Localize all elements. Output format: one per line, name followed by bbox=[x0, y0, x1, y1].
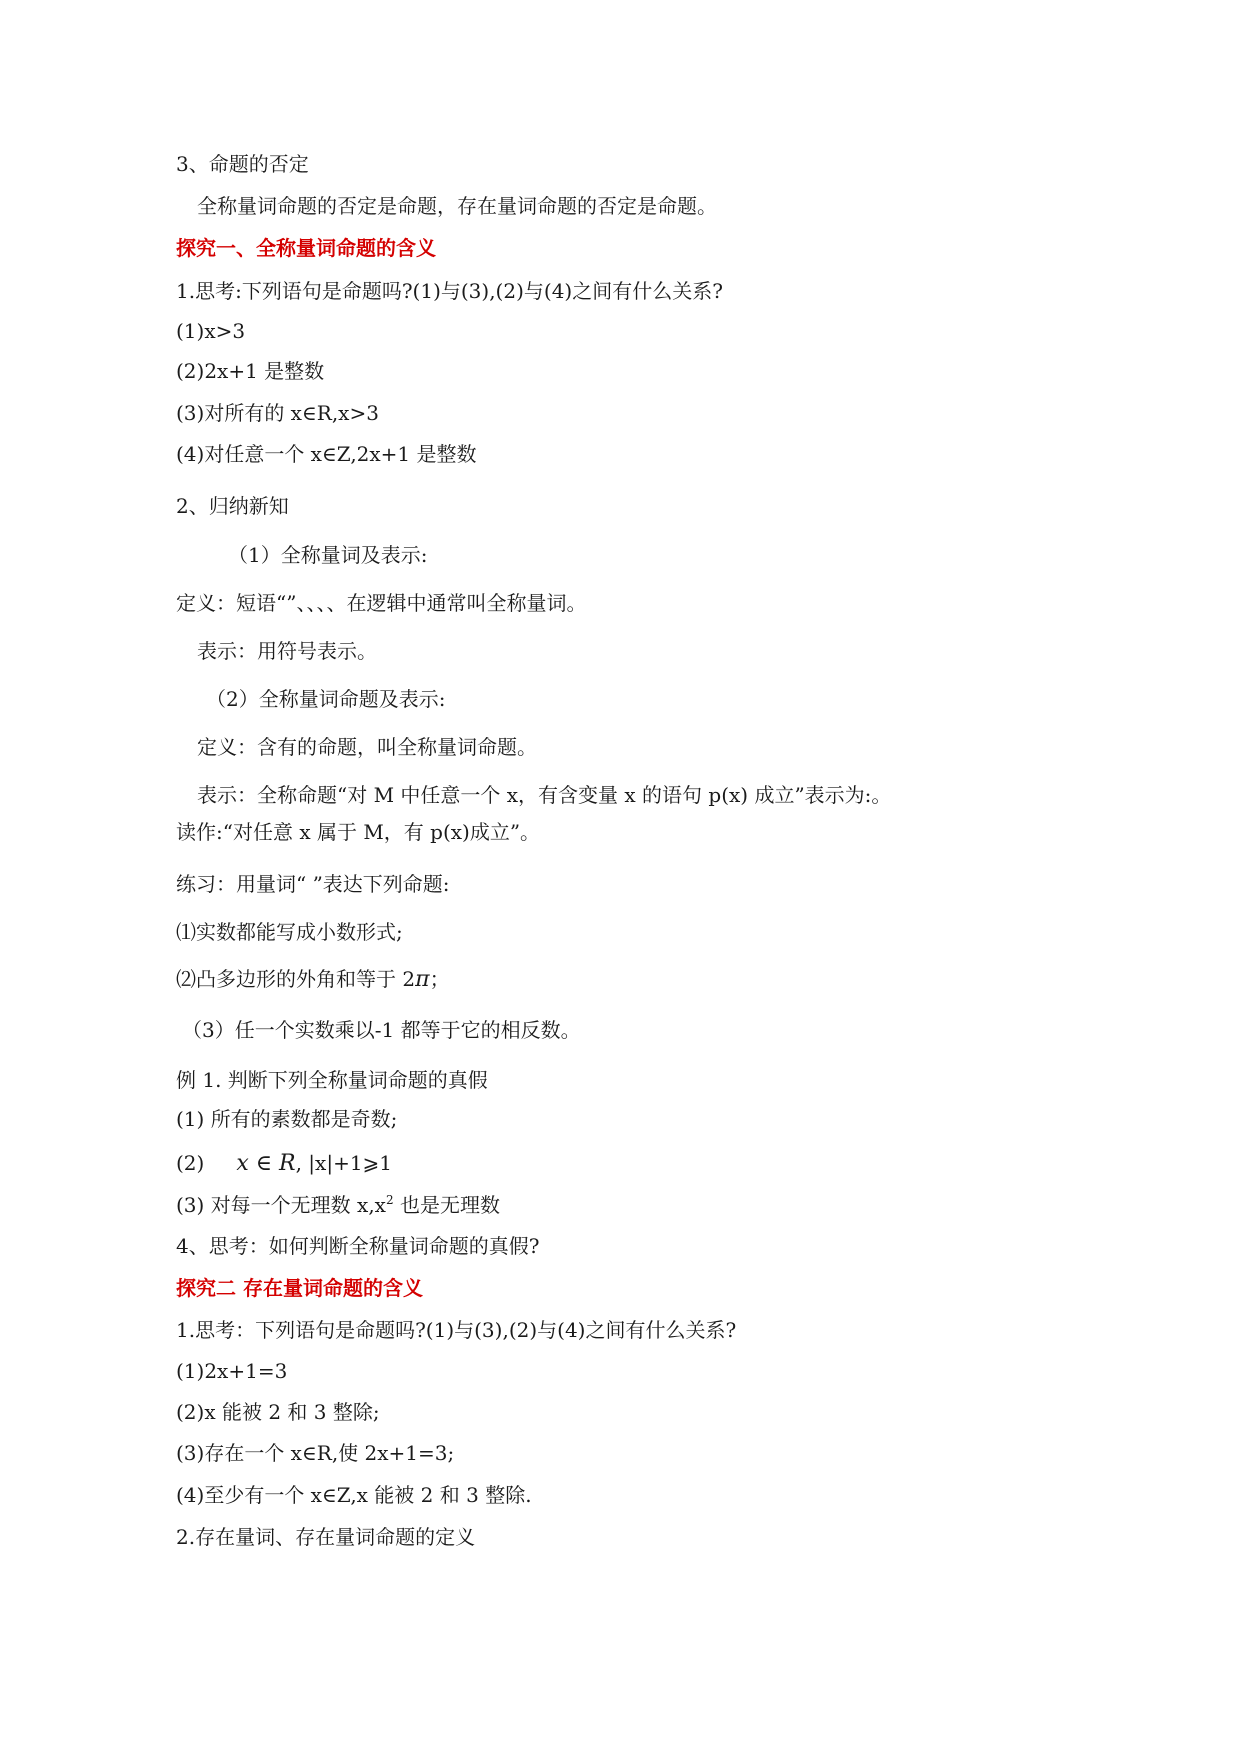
section-title-induction: 2、归纳新知 bbox=[176, 494, 289, 518]
example-1-item-3-text: (3) 对每一个无理数 x,x bbox=[176, 1193, 386, 1217]
example-1-item-2-number: (2) bbox=[176, 1151, 205, 1175]
item-4: (4)对任意一个 x∈Z,2x+1 是整数 bbox=[176, 442, 477, 466]
exercise-item-2 bbox=[176, 967, 450, 992]
example-1-item-2-text: , |x|+1⩾1 bbox=[295, 1151, 393, 1175]
heading-inquiry-one: 探究一、全称量词命题的含义 bbox=[176, 236, 436, 260]
question-judge-truth: 4、思考：如何判断全称量词命题的真假? bbox=[176, 1234, 540, 1258]
section-title-existential: 2.存在量词、存在量词命题的定义 bbox=[176, 1525, 476, 1549]
question-think-1: 1.思考:下列语句是命题吗?(1)与(3),(2)与(4)之间有什么关系? bbox=[176, 279, 723, 303]
subsection-universal-proposition: （2）全称量词命题及表示: bbox=[206, 687, 446, 711]
definition-quantifier: 定义：短语“”、、、、在逻辑中通常叫全称量词。 bbox=[176, 591, 587, 615]
example-1-title: 例 1. 判断下列全称量词命题的真假 bbox=[176, 1068, 488, 1092]
exercise-item-2-end: ； bbox=[429, 967, 450, 991]
superscript-2: 2 bbox=[385, 1193, 394, 1207]
example-1-item-3 bbox=[176, 1193, 500, 1220]
item-2: (2)2x+1 是整数 bbox=[176, 359, 325, 383]
exercise-instruction: 练习：用量词“ ”表达下列命题: bbox=[176, 872, 450, 896]
item-2-4: (4)至少有一个 x∈Z,x 能被 2 和 3 整除. bbox=[176, 1483, 532, 1507]
exercise-item-2-text: ⑵凸多边形的外角和等于 2 bbox=[176, 967, 416, 991]
item-3: (3)对所有的 x∈R,x>3 bbox=[176, 401, 379, 425]
exercise-item-1: ⑴实数都能写成小数形式; bbox=[176, 920, 403, 944]
exercise-item-3: （3）任一个实数乘以-1 都等于它的相反数。 bbox=[182, 1018, 581, 1042]
reading-proposition: 读作:“对任意 x 属于 M，有 p(x)成立”。 bbox=[176, 820, 541, 844]
pi-symbol: π bbox=[415, 967, 430, 992]
item-2-2: (2)x 能被 2 和 3 整除; bbox=[176, 1400, 380, 1424]
example-1-item-2 bbox=[176, 1151, 392, 1176]
paragraph-negation: 全称量词命题的否定是命题，存在量词命题的否定是命题。 bbox=[197, 194, 717, 218]
section-title-negation: 3、命题的否定 bbox=[176, 152, 309, 176]
example-1-item-3-end: 也是无理数 bbox=[393, 1193, 500, 1217]
notation-proposition: 表示：全称命题“对 M 中任意一个 x，有含变量 x 的语句 p(x) 成立”表示为:。 bbox=[197, 783, 892, 807]
item-2-3: (3)存在一个 x∈R,使 2x+1=3; bbox=[176, 1441, 455, 1465]
example-1-item-1: (1) 所有的素数都是奇数; bbox=[176, 1107, 398, 1131]
example-1-item-2-math: x ∈ R bbox=[236, 1151, 296, 1176]
definition-proposition: 定义：含有的命题，叫全称量词命题。 bbox=[197, 735, 537, 759]
question-think-2: 1.思考：下列语句是命题吗?(1)与(3),(2)与(4)之间有什么关系? bbox=[176, 1318, 737, 1342]
notation-quantifier: 表示：用符号表示。 bbox=[197, 639, 377, 663]
subsection-universal-quantifier: （1）全称量词及表示: bbox=[228, 543, 428, 567]
item-1: (1)x>3 bbox=[176, 319, 246, 343]
item-2-1: (1)2x+1=3 bbox=[176, 1359, 288, 1383]
heading-inquiry-two: 探究二 存在量词命题的含义 bbox=[176, 1276, 423, 1300]
